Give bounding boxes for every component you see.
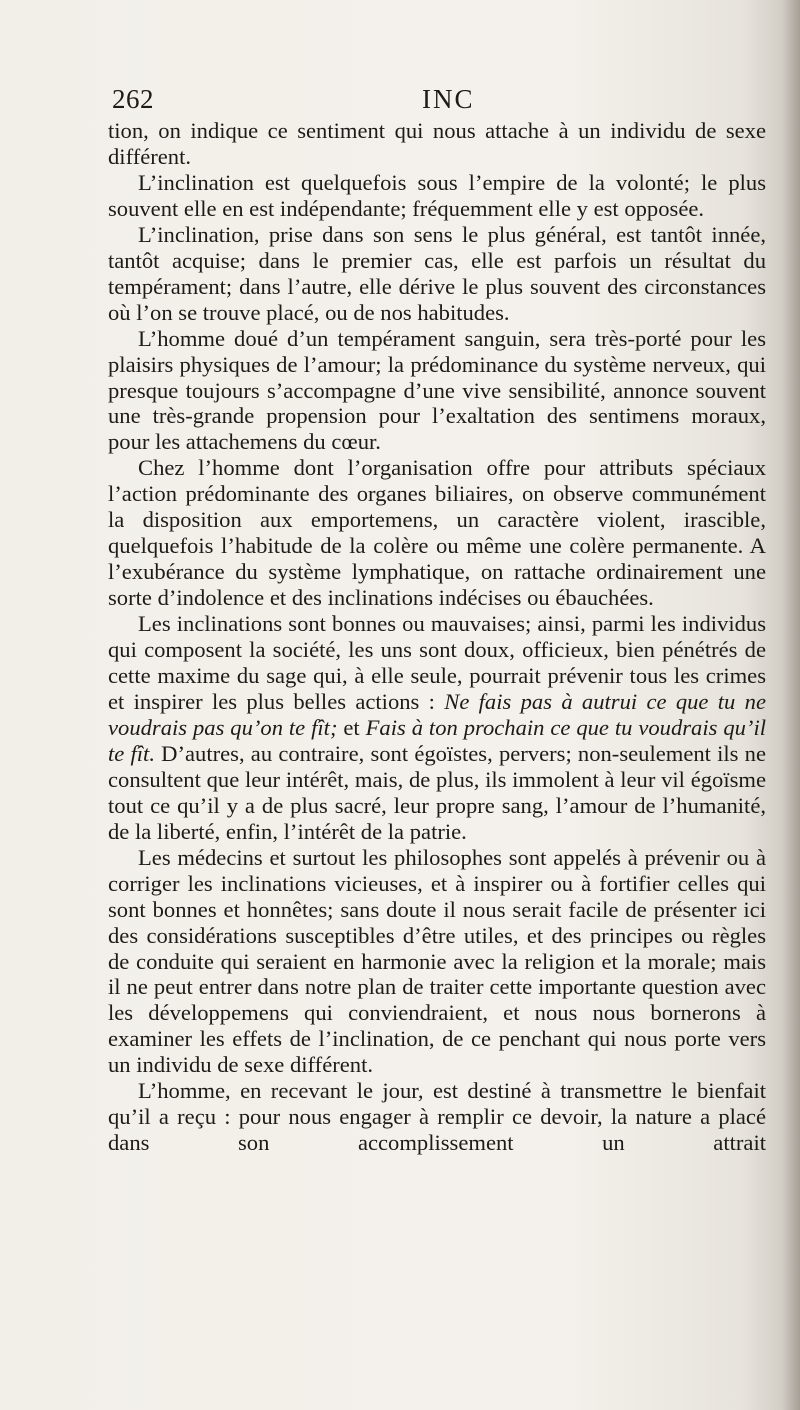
page-header [112, 84, 752, 120]
maxim-1: Ne fais pas à autrui ce que tu ne voudrais pas qu’on te fît; [108, 688, 766, 740]
paragraph-6-text-before: Les inclinations sont bonnes ou mauvaises; ainsi, parmi les individus qui composent la société, les uns sont doux, officieux, bien pénétrés de cette maxime du sage qui, à elle seule, pourrait prévenir tous les crimes et inspirer les plus belles actions : [108, 611, 766, 714]
paragraph-6 [108, 611, 766, 845]
paragraph-7: Les médecins et surtout les philosophes sont appelés à prévenir ou à corriger les inclinations vicieuses, et à inspirer ou à fortifier celles qui sont bonnes et honnêtes; sans doute il nous serait facile de présenter ici des considérations susceptibles d’être utiles, et des principes ou règles de conduite qui seraient en harmonie avec la religion et la morale; mais il ne peut entrer dans notre plan de traiter cette importante question avec les développemens qui conviendraient, et nous nous bornerons à examiner les effets de l’inclination, de ce penchant qui nous porte vers un individu de sexe différent. [108, 844, 766, 1078]
paragraph-2: L’inclination est quelquefois sous l’empire de la volonté; le plus souvent elle en est indépendante; fréquemment elle y est opposée. [108, 169, 766, 221]
paragraph-6-text-middle: et [337, 714, 366, 740]
paragraph-4: L’homme doué d’un tempérament sanguin, sera très-porté pour les plaisirs physiques de l’amour; la prédominance du système nerveux, qui presque toujours s’accompagne d’une vive sensibilité, annonce souvent une très-grande propension pour l’exaltation des sentimens moraux, pour les attachemens du cœur. [108, 325, 766, 455]
running-head: INC [422, 84, 475, 114]
paragraph-6-text-after: D’autres, au contraire, sont égoïstes, pervers; non-seulement ils ne consultent que leur intérêt, mais, de plus, ils immolent à leur vil égoïsme tout ce qu’il y a de plus sacré, leur propre sang, l’amour de l’humanité, de la liberté, enfin, l’intérêt de la patrie. [108, 740, 766, 844]
maxim-2: Fais à ton prochain ce que tu voudrais qu’il te fît. [108, 714, 766, 766]
page-edge-shadow [782, 0, 800, 1410]
paragraph-1: tion, on indique ce sentiment qui nous attache à un individu de sexe différent. [108, 118, 766, 169]
page-number: 262 [112, 84, 154, 114]
paragraph-5: Chez l’homme dont l’organisation offre pour attributs spéciaux l’action prédominante des organes biliaires, on observe communément la disposition aux emportemens, un caractère violent, irascible, quelquefois l’habitude de la colère ou même une colère permanente. A l’exubérance du système lymphatique, on rattache ordinairement une sorte d’indolence et des inclinations indécises ou ébauchées. [108, 455, 766, 611]
paragraph-8: L’homme, en recevant le jour, est destiné à transmettre le bienfait qu’il a reçu : pour nous engager à remplir ce devoir, la nature a placé dans son accomplissement un attrait [108, 1078, 766, 1156]
body-text [108, 118, 766, 1156]
paragraph-3: L’inclination, prise dans son sens le plus général, est tantôt innée, tantôt acquise; dans le premier cas, elle est parfois un résultat du tempérament; dans l’autre, elle dérive le plus souvent des circonstances où l’on se trouve placé, ou de nos habitudes. [108, 221, 766, 325]
